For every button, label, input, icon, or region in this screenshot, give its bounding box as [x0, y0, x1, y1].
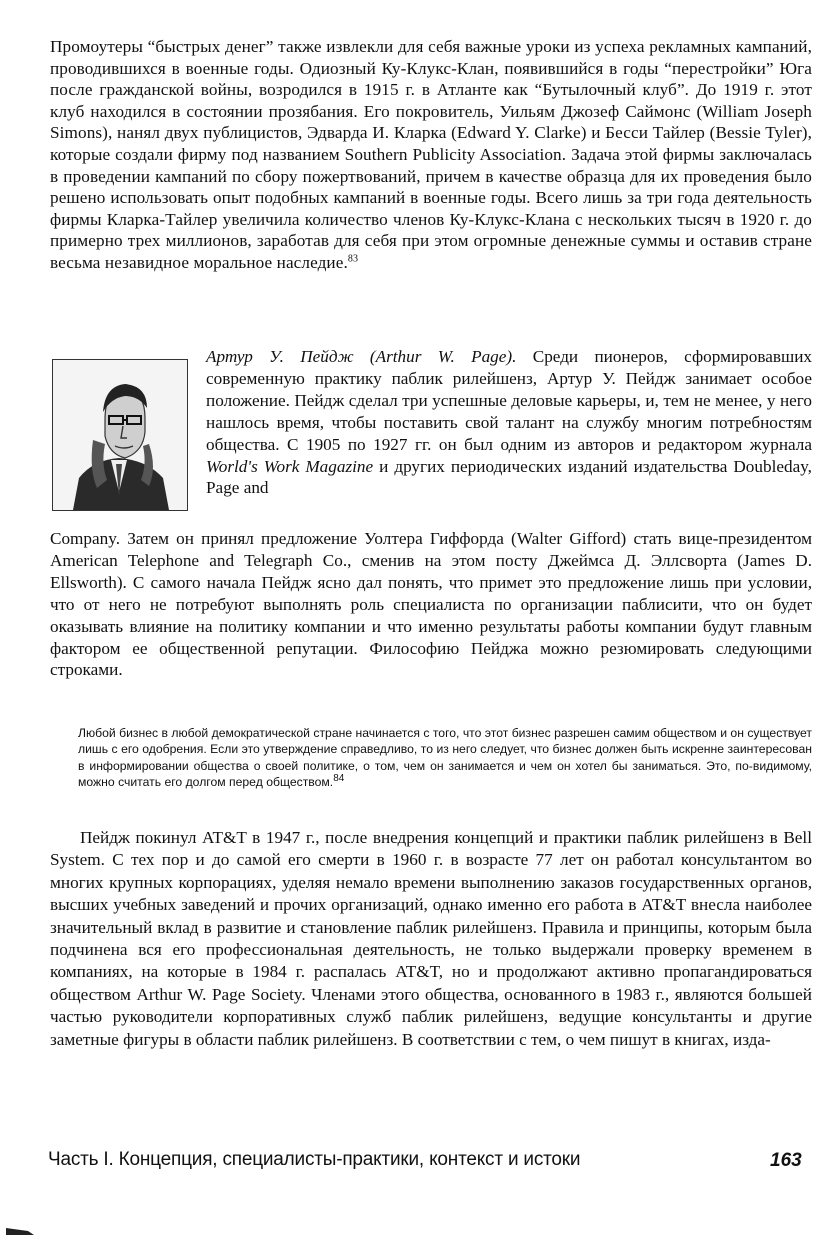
quote-text: Любой бизнес в любой демократической стране начинается с того, что этот бизнес разрешен самим обществом и он существует лишь с его одобрения. Если это утверждение справедливо, то из него следует, что бизнес должен быть искренне заинтересован в информировании общества о своей политике, о том, чем он занимается и чем он хотел бы заниматься. Это, по-видимому, можно считать его долгом перед обществом. — [78, 726, 812, 790]
paragraph-arthur-page-continued: Company. Затем он принял предложение Уолтера Гиффорда (Walter Gifford) стать вице-президентом American Telephone and Telegraph Co., сменив на этом посту Джеймса Д. Эллсворта (James D. Ellsworth). С самого начала Пейдж ясно дал понять, что примет это предложение лишь при условии, что от него не потребуют выполнять роль специалиста по организации паблисити, что он будет оказывать влияние на политику компании и что именно результаты работы компании будут главным фактором ее общественной репутации. Философию Пейджа можно резюмировать следующими строками. — [50, 529, 812, 680]
paragraph2-float-tail: и других периодических изданий издательства Doubleday, Page and — [206, 456, 812, 498]
running-footer-section: Часть I. Концепция, специалисты-практики, контекст и истоки — [48, 1149, 581, 1170]
magazine-title: World's Work Magazine — [206, 456, 374, 476]
paragraph-ku-klux-klan — [50, 36, 812, 274]
footnote-ref-83: 83 — [347, 253, 359, 265]
paragraph-page-legacy: Пейдж покинул AT&T в 1947 г., после внедрения концепций и практики паблик рилейшенз в Bell System. С тех пор и до самой его смерти в 1960 г. в возрасте 77 лет он работал консультантом во многих крупных корпорациях, уделяя немало времени выполнению заказов государственных органов, высших учебных заведений и прочих организаций, однако именно его работа в AT&T внесла наиболее значительный вклад в развитие и становление паблик рилейшенз. Правила и принципы, которым была подчинена вся его профессиональная деятельность, не только выдержали проверку временем в компаниях, на которые в 1984 г. распалась AT&T, но и продолжают активно пропагандироваться обществом Arthur W. Page Society. Членами этого общества, основанного в 1983 г., являются большей частью руководители корпоративных служб паблик рилейшенз, ведущие консультанты и другие заметные фигуры в области паблик рилейшенз. В соответствии с тем, о чем пишут в книгах, изда- — [50, 828, 812, 1049]
scan-corner-mark — [6, 1222, 36, 1236]
arthur-page-heading: Артур У. Пейдж (Arthur W. Page). — [206, 347, 517, 366]
paragraph-arthur-page-intro — [206, 346, 812, 499]
portrait-illustration — [53, 360, 187, 510]
paragraph2-float-text: Среди пионеров, сформировавших современную практику паблик рилейшенз, Артур У. Пейдж занимает особое положение. Пейдж сделал три успешные деловые карьеры, и, тем не менее, у него нашлось время, чтобы поставить свой талант на службу многим потребностям общества. С 1905 по 1927 гг. он был одним из авторов и редактором журнала — [206, 347, 812, 454]
paragraph1-text: Промоутеры “быстрых денег” также извлекли для себя важные уроки из успеха рекламных кампаний, проводившихся в военные годы. Одиозный Ку-Клукс-Клан, появившийся в годы “перестройки” Юга после гражданской войны, возродился в 1915 г. в Атланте как “Бутылочный клуб”. До 1919 г. этот клуб находился в состоянии прозябания. Его покровитель, Уильям Джозеф Саймонс (William Joseph Simons), нанял двух публицистов, Эдварда И. Кларка (Edward Y. Clarke) и Бесси Тайлер (Bessie Tyler), которые создали фирму под названием Southern Publicity Association. Задача этой фирмы заключалась в проведении кампаний по сбору пожертвований, причем в качестве образца для их проведения было решено использовать опыт подобных кампаний в военные годы. Всего лишь за три года деятельность фирмы Кларка-Тайлер увеличила количество членов Ку-Клукс-Клана с нескольких тысяч в 1920 г. до примерно трех миллионов, заработав для себя при этом огромные денежные суммы и оставив стране весьма незавидное моральное наследие. — [50, 37, 812, 272]
arthur-page-portrait — [50, 347, 198, 513]
page-number: 163 — [770, 1150, 802, 1171]
page-philosophy-quote — [78, 725, 812, 791]
portrait-frame — [52, 359, 188, 511]
footnote-ref-84: 84 — [333, 773, 345, 785]
